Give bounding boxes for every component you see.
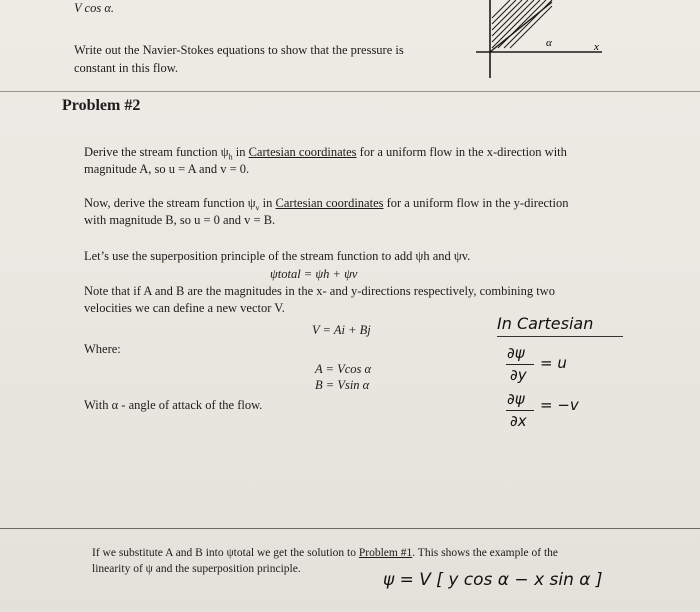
p2-text-c: for a uniform flow in the y-direction bbox=[383, 196, 569, 210]
p1-subscript: h bbox=[228, 152, 233, 162]
vcos-fragment: V cos α. bbox=[74, 1, 115, 15]
handwritten-eq2-denominator: ∂x bbox=[510, 412, 527, 430]
p2-text-a: Now, derive the stream function ψ bbox=[84, 196, 256, 210]
vector-equation: V = Ai + Bj bbox=[312, 323, 371, 337]
problem-1-link: Problem #1 bbox=[358, 547, 413, 559]
hatched-region bbox=[492, 0, 552, 48]
bottom-line-2: linearity of ψ and the superposition principle. bbox=[92, 563, 301, 575]
paragraph-2-line-1 bbox=[84, 196, 569, 213]
bottom-text-b: . This shows the example of the bbox=[412, 547, 558, 559]
section-divider-bottom bbox=[0, 528, 700, 529]
handwritten-final-solution: ψ = V [ y cos α − x sin α ] bbox=[383, 570, 603, 590]
handwritten-eq1-numerator: ∂ψ bbox=[507, 344, 525, 362]
handwritten-underline bbox=[497, 336, 623, 337]
p1-text-c: for a uniform flow in the x-direction with bbox=[356, 145, 567, 159]
flow-direction-line bbox=[490, 2, 552, 52]
b-component-equation: B = Vsin α bbox=[315, 378, 370, 392]
alpha-label: α bbox=[546, 37, 552, 49]
paragraph-3-line-3: velocities we can define a new vector V. bbox=[84, 301, 285, 315]
problem-heading: Problem #2 bbox=[62, 97, 141, 114]
flow-angle-diagram bbox=[470, 0, 610, 80]
prompt-line-2: constant in this flow. bbox=[74, 61, 179, 75]
bottom-line-1 bbox=[92, 547, 558, 559]
paragraph-1-line-1 bbox=[84, 145, 567, 162]
p2-text-b: in bbox=[259, 196, 276, 210]
where-label: Where: bbox=[84, 342, 121, 356]
handwritten-eq2-rhs: = −v bbox=[540, 396, 579, 414]
handwritten-eq1-rhs: = u bbox=[540, 354, 567, 372]
handwritten-heading: In Cartesian bbox=[497, 314, 594, 333]
handwritten-eq2-fraction-bar bbox=[506, 410, 534, 411]
paragraph-1-line-2: magnitude A, so u = A and v = 0. bbox=[84, 162, 250, 176]
handwritten-eq1-denominator: ∂y bbox=[510, 366, 527, 384]
a-component-equation: A = Vcos α bbox=[315, 362, 372, 376]
paragraph-3-line-1: Let’s use the superposition principle of the stream function to add ψh and ψv. bbox=[84, 249, 471, 263]
p1-cartesian-link: Cartesian coordinates bbox=[248, 145, 357, 159]
prompt-line-1: Write out the Navier-Stokes equations to show that the pressure is bbox=[74, 43, 404, 57]
superposition-equation: ψtotal = ψh + ψv bbox=[270, 267, 358, 281]
bottom-text-a: If we substitute A and B into ψtotal we get the solution to bbox=[92, 547, 359, 559]
handwritten-eq1-fraction-bar bbox=[506, 364, 534, 365]
p2-cartesian-link: Cartesian coordinates bbox=[275, 196, 384, 210]
p1-text-b: in bbox=[232, 145, 249, 159]
section-divider-top bbox=[0, 91, 700, 92]
x-axis-label: x bbox=[594, 41, 599, 53]
angle-of-attack-note: With α - angle of attack of the flow. bbox=[84, 398, 263, 412]
p2-subscript: v bbox=[255, 203, 260, 213]
paragraph-3-line-2: Note that if A and B are the magnitudes in the x- and y-directions respectively, combining two bbox=[84, 284, 555, 298]
handwritten-eq2-numerator: ∂ψ bbox=[507, 390, 525, 408]
paragraph-2-line-2: with magnitude B, so u = 0 and v = B. bbox=[84, 213, 276, 227]
p1-text-a: Derive the stream function ψ bbox=[84, 145, 229, 159]
